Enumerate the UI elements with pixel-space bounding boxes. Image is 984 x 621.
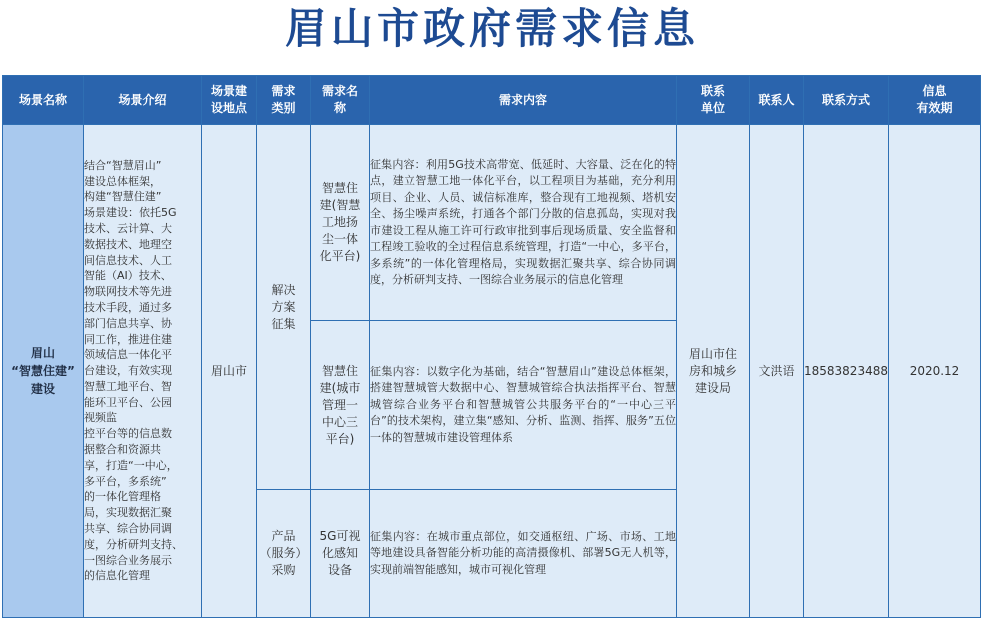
category-solution-cell: 解决 方案 征集: [257, 125, 311, 490]
location-cell: 眉山市: [202, 125, 257, 618]
contact-cell: 文洪语: [750, 125, 804, 618]
header-contact: 联系人: [750, 76, 804, 125]
page-title: 眉山市政府需求信息: [284, 4, 699, 53]
unit-cell: 眉山市住 房和城乡 建设局: [677, 125, 750, 618]
category-product-cell: 产品 （服务） 采购: [257, 490, 311, 618]
demand-name-cell: 智慧住 建(城市 管理一 中心三 平台): [311, 321, 370, 490]
demand-name-cell: 智慧住 建(智慧 工地扬 尘一体 化平台): [311, 125, 370, 321]
phone-cell: 18583823488: [804, 125, 889, 618]
table-header-row: [3, 76, 981, 125]
header-location: 场景建 设地点: [202, 76, 257, 125]
scene-intro-cell: 结合“智慧眉山” 建设总体框架， 构建“智慧住建” 场景建设：依托5G 技术、云计算、大 数据技术、地理空 间信息技术、人工 智能（AI）技术、 物联网技术等先进 技术手段，通过多 部门信息共享、协 同工作，推进住建 领域信息一体化平 台建设，有效实现 智慧工地平台、智 能环卫平台、公园 视频监 控平台等的信息数 据整合和资源共 享，打造“一中心， 多平台，多系统” 的一体化管理格 局，实现数据汇聚 共享、综合协同调 度，分析研判支持、 一图综合业务展示 的信息化管理: [84, 125, 202, 618]
table-row: [3, 125, 981, 321]
scene-name-cell: 眉山 “智慧住建” 建设: [3, 125, 84, 618]
header-scene-name: 场景名称: [3, 76, 84, 125]
header-category: 需求 类别: [257, 76, 311, 125]
header-unit: 联系 单位: [677, 76, 750, 125]
header-demand-name: 需求名 称: [311, 76, 370, 125]
header-scene-intro: 场景介绍: [84, 76, 202, 125]
validity-cell: 2020.12: [889, 125, 981, 618]
demand-content-cell: 征集内容：以数字化为基础，结合“智慧眉山”建设总体框架，搭建智慧城管大数据中心、智慧城管综合执法指挥平台、智慧城管综合业务平台和智慧城管公共服务平台的“一中心三平台”的技术架构，建立集“感知、分析、监测、指挥、服务”五位一体的智慧城市建设管理体系: [370, 321, 677, 490]
demand-content-cell: 征集内容：在城市重点部位，如交通枢纽、广场、市场、工地等地建设具备智能分析功能的高清摄像机、部署5G无人机等，实现前端智能感知，城市可视化管理: [370, 490, 677, 618]
demand-table: [2, 75, 981, 618]
header-demand-content: 需求内容: [370, 76, 677, 125]
demand-name-cell: 5G可视 化感知 设备: [311, 490, 370, 618]
header-phone: 联系方式: [804, 76, 889, 125]
header-validity: 信息 有效期: [889, 76, 981, 125]
demand-content-cell: 征集内容：利用5G技术高带宽、低延时、大容量、泛在化的特点，建立智慧工地一体化平台，以工程项目为基础，充分利用项目、企业、人员、诚信标准库，整合现有工地视频、塔机安全、扬尘噪声系统，打通各个部门分散的信息孤岛，实现对我市建设工程从施工许可行政审批到事后现场质量、安全监督和工程竣工验收的全过程信息系统管理，打造“一中心，多平台，多系统”的一体化管理格局，实现数据汇聚共享、综合协同调度，分析研判支持、一图综合业务展示的信息化管理: [370, 125, 677, 321]
